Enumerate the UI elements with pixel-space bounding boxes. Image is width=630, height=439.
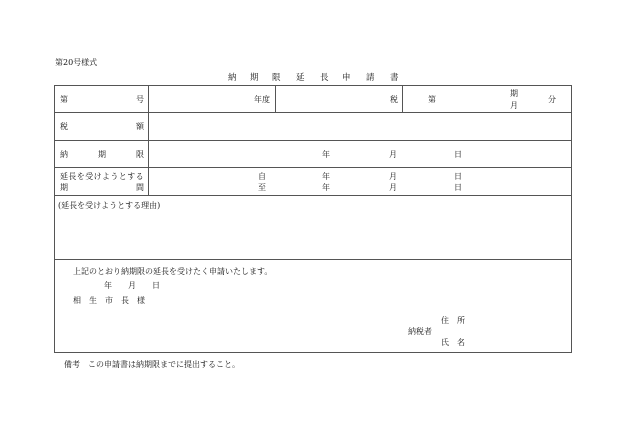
day-label: 日 xyxy=(454,183,462,192)
month-label: 月 xyxy=(389,183,397,192)
addressee-char: 生 xyxy=(89,296,97,305)
label-char: 期 xyxy=(98,150,106,159)
year-label: 年 xyxy=(322,150,330,159)
title-char: 書 xyxy=(390,73,399,83)
month-label: 月 xyxy=(389,150,397,159)
label-column-divider xyxy=(148,85,149,195)
addressee-char: 市 xyxy=(105,296,113,305)
table-border-bottom xyxy=(54,352,572,353)
table-border-right xyxy=(571,85,572,353)
day-label: 日 xyxy=(454,150,462,159)
address-label-char: 所 xyxy=(457,316,465,325)
tsuki-label: 月 xyxy=(510,101,518,110)
year-label: 年 xyxy=(322,183,330,192)
note: 備考 この申請書は納期限までに提出すること。 xyxy=(64,360,240,369)
label-char: 第 xyxy=(60,95,68,104)
addressee-char: 相 xyxy=(73,296,81,305)
name-label-char: 名 xyxy=(457,338,465,347)
ki-label: 期 xyxy=(510,89,518,98)
form-number: 第20号様式 xyxy=(55,58,98,67)
title-char: 納 xyxy=(228,73,237,83)
title-char: 申 xyxy=(342,73,351,83)
reason-label: (延長を受けようとする理由) xyxy=(58,201,161,210)
row-divider xyxy=(54,195,572,196)
title-char: 限 xyxy=(272,73,281,83)
label-char: 号 xyxy=(136,95,144,104)
row-divider xyxy=(54,140,572,141)
year-label: 年 xyxy=(322,172,330,181)
title-char: 期 xyxy=(250,73,259,83)
from-label: 自 xyxy=(258,172,266,181)
date-char: 年 xyxy=(104,281,112,290)
date-char: 月 xyxy=(128,281,136,290)
bun-label: 分 xyxy=(548,95,556,104)
date-char: 日 xyxy=(152,281,160,290)
month-label: 月 xyxy=(389,172,397,181)
label-char: 納 xyxy=(60,150,68,159)
address-label-char: 住 xyxy=(441,316,449,325)
label-char: 期 xyxy=(60,183,68,192)
nendo-label: 年度 xyxy=(254,95,270,104)
title-char: 長 xyxy=(320,73,329,83)
addressee-char: 長 xyxy=(121,296,129,305)
row-divider xyxy=(54,167,572,168)
label-char: 間 xyxy=(136,183,144,192)
table-border-top xyxy=(54,85,572,86)
taxpayer-label: 納税者 xyxy=(408,327,432,336)
title-char: 請 xyxy=(366,73,375,83)
label-char: 税 xyxy=(60,122,68,131)
row-divider xyxy=(54,259,572,260)
label-char: 限 xyxy=(136,150,144,159)
row-divider xyxy=(54,112,572,113)
name-label-char: 氏 xyxy=(441,338,449,347)
to-label: 至 xyxy=(258,183,266,192)
label-char: 額 xyxy=(136,122,144,131)
table-border-left xyxy=(54,85,55,353)
day-label: 日 xyxy=(454,172,462,181)
zei-label: 税 xyxy=(390,95,398,104)
period-label-line1: 延長を受けようとする xyxy=(60,172,144,181)
cell-divider xyxy=(402,85,403,112)
dai-label: 第 xyxy=(428,95,436,104)
addressee-char: 様 xyxy=(137,296,145,305)
request-text: 上記のとおり納期限の延長を受けたく申請いたします。 xyxy=(73,267,273,276)
title-char: 延 xyxy=(296,73,305,83)
cell-divider xyxy=(275,85,276,112)
